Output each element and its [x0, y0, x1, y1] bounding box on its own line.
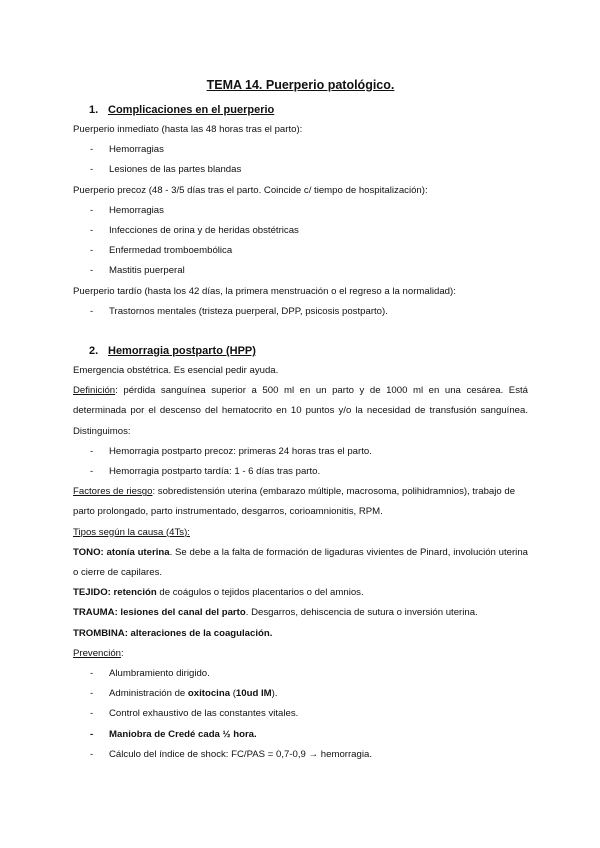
section-1-heading — [89, 100, 528, 120]
cause-bold: atonía uterina — [103, 546, 170, 558]
list-item: - Infecciones de orina y de heridas obstétricas — [73, 221, 528, 241]
prevention-list — [73, 664, 528, 765]
immediate-list — [73, 140, 528, 180]
section-2-heading — [89, 341, 528, 361]
list-item: - Trastornos mentales (tristeza puerperal, DPP, psicosis postparto). — [73, 302, 528, 322]
cause-bold: alteraciones de la coagulación. — [127, 627, 273, 639]
section-number: 2. — [89, 345, 99, 358]
list-item: - Cálculo del índice de shock: FC/PAS = 0,7-0,9 → hemorragia. — [73, 745, 528, 765]
cause-text: . Desgarros, dehiscencia de sutura o inversión uterina. — [245, 607, 478, 619]
cause-label: TONO: — [73, 546, 104, 558]
cause-label: TROMBINA: — [73, 627, 128, 639]
cause-text: de coágulos o tejidos placentarios o del amnios. — [156, 587, 364, 599]
item-text: ( — [230, 688, 236, 700]
cause-label: TRAUMA: — [73, 607, 118, 619]
definition-label: Definición — [73, 385, 116, 397]
section-title: Hemorragia postparto (HPP) — [108, 345, 256, 358]
cause-bold: lesiones del canal del parto — [117, 607, 246, 619]
early-list — [73, 201, 528, 282]
list-item: - Mastitis puerperal — [73, 261, 528, 281]
immediate-puerperium-text: Puerperio inmediato (hasta las 48 horas tras el parto): — [73, 124, 303, 135]
intro-text: Emergencia obstétrica. Es esencial pedir ayuda. — [73, 365, 279, 377]
list-item: - Alumbramiento dirigido. — [73, 664, 528, 684]
risk-factors-text: : sobredistensión uterina (embarazo múltiple, macrosoma, polihidramnios), trabajo de parto prolongado, parto instrumentado, desgarros, corioamnionitis, RPM. — [73, 486, 516, 518]
list-item: - Lesiones de las partes blandas — [73, 160, 528, 180]
definition-text: : pérdida sanguínea superior a 500 ml en un parto y de 1000 ml en una cesárea. Está determinada por el descenso del hematocrito en 10 puntos y/o la necesidad de transfusión sanguínea. Distinguimos: — [73, 385, 528, 437]
list-item: - Hemorragia postparto precoz: primeras 24 horas tras el parto. — [73, 442, 528, 462]
list-item: - Maniobra de Credé cada ½ hora. — [73, 725, 528, 745]
item-bold: 10ud IM — [235, 688, 272, 700]
prevention-heading — [73, 644, 528, 664]
list-item: - Hemorragias — [73, 201, 528, 221]
risk-factors-paragraph — [73, 482, 528, 522]
prevention-label: Prevención — [73, 647, 121, 659]
cause-bold: retención — [110, 587, 157, 599]
section-title: Complicaciones en el puerperio — [108, 104, 275, 116]
list-item — [73, 684, 528, 704]
item-text: Administración de — [109, 688, 188, 700]
cause-trombina — [73, 624, 528, 644]
cause-tono — [73, 543, 528, 583]
page-title: TEMA 14. Puerperio patológico. — [206, 78, 395, 92]
hpp-types-list — [73, 442, 528, 482]
item-bold: oxitocina — [187, 688, 231, 700]
section-number: 1. — [89, 104, 99, 116]
prevention-colon: : — [121, 647, 124, 659]
late-list — [73, 302, 528, 322]
late-puerperium-text: Puerperio tardío (hasta los 42 días, la primera menstruación o el regreso a la normalidad): — [73, 285, 456, 297]
list-item: - Enfermedad tromboembólica — [73, 241, 528, 261]
cause-label: TEJIDO: — [73, 587, 111, 599]
list-item: - Hemorragias — [73, 140, 528, 160]
early-puerperium-text: Puerperio precoz (48 - 3/5 días tras el parto. Coincide c/ tiempo de hospitalización): — [73, 184, 428, 196]
cause-trauma — [73, 603, 528, 623]
cause-text: . Se debe a la falta de formación de ligaduras vivientes de Pinard, involución uterina o cierre de capilares. — [73, 546, 528, 579]
cause-tejido — [73, 583, 528, 603]
risk-factors-label: Factores de riesgo — [73, 486, 153, 498]
causes-label: Tipos según la causa (4Ts): — [73, 526, 190, 538]
list-item: - Control exhaustivo de las constantes vitales. — [73, 704, 528, 724]
item-text: ). — [271, 688, 278, 700]
list-item: - Hemorragia postparto tardía: 1 - 6 días tras parto. — [73, 462, 528, 482]
definition-paragraph — [73, 381, 528, 442]
